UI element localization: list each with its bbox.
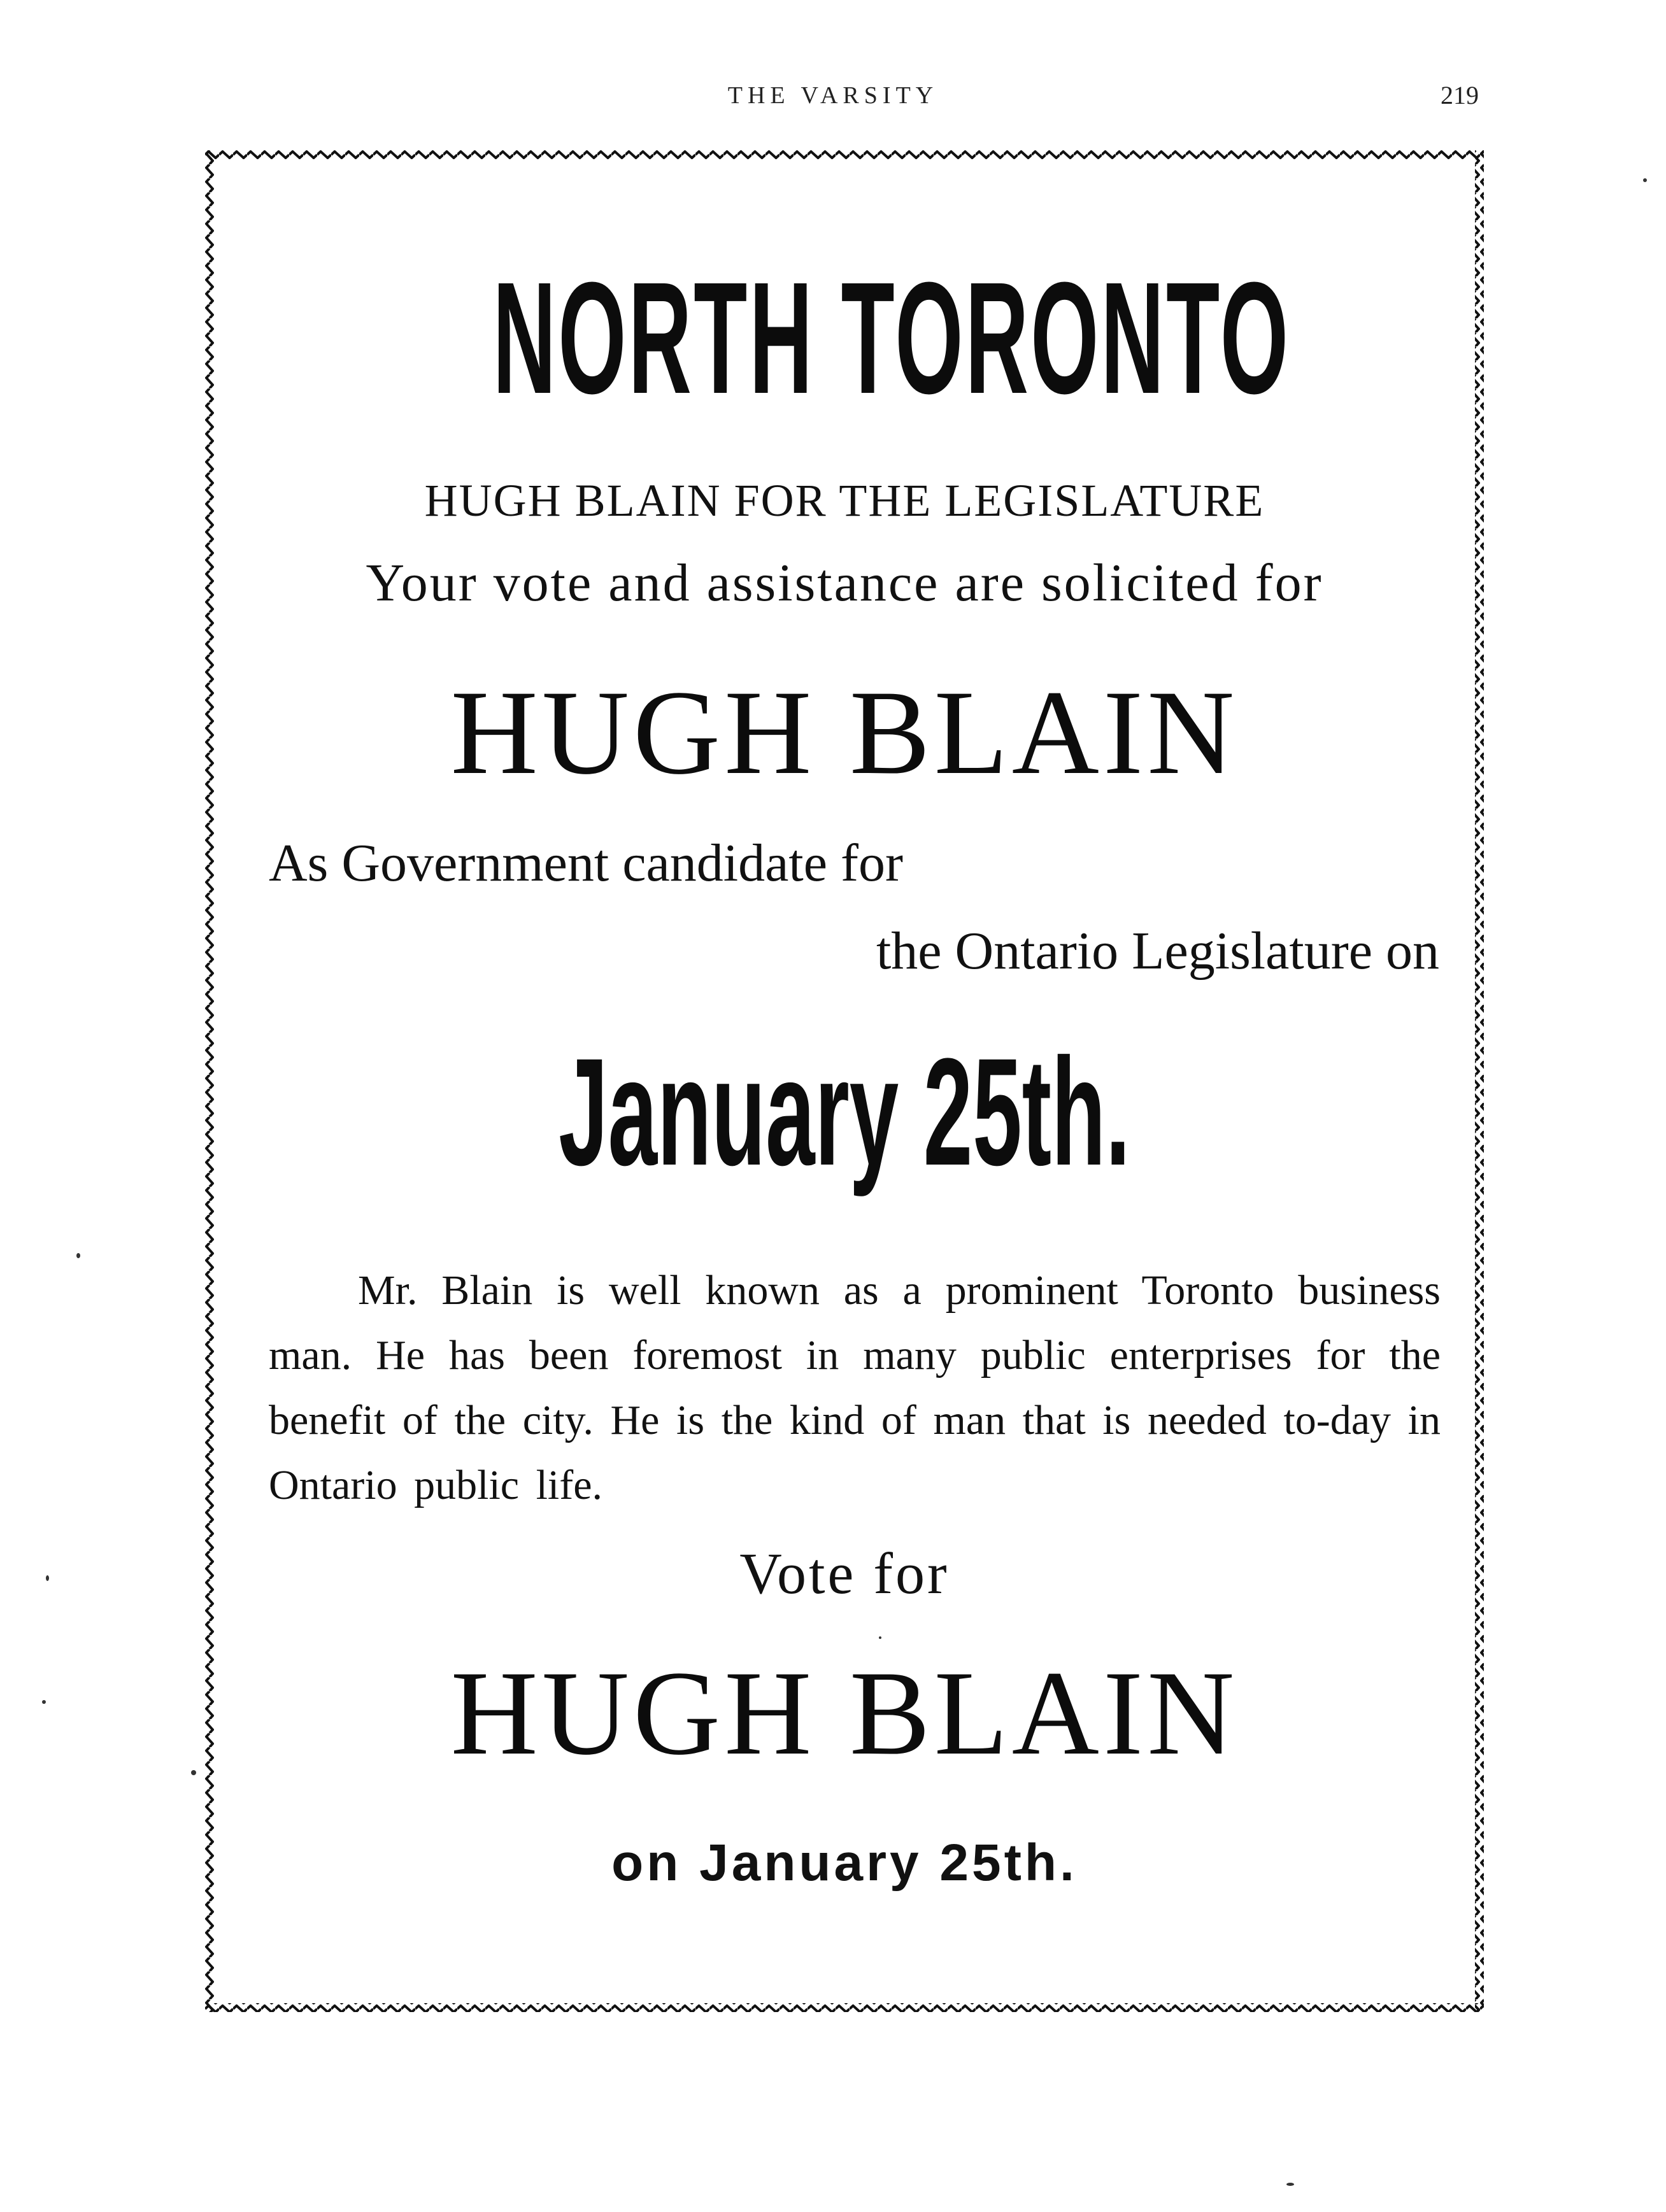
border-top [205,150,1484,159]
journal-title: THE VARSITY [727,82,939,109]
print-speck [1643,178,1647,182]
border-bottom [205,2003,1484,2012]
body-paragraph: Mr. Blain is well known as a prominent Toronto business man. He has been foremost in many public enterprises for the benefit of the city. He is the kind of man that is needed to-day in Ontario public life. [269,1267,1441,1508]
print-speck [76,1253,80,1258]
candidate-name-repeat: HUGH BLAIN [450,1647,1239,1780]
advertisement-frame [205,150,1484,2012]
ad-headline: NORTH TORONTO [492,249,1291,427]
print-speck [191,1770,196,1775]
solicitation-line: Your vote and assistance are solicited for [366,553,1323,613]
print-speck [46,1575,49,1581]
print-speck [42,1700,46,1704]
ad-subheadline: HUGH BLAIN FOR THE LEGISLATURE [424,475,1265,526]
print-speck [1286,2183,1294,2186]
position-line-1: As Government candidate for [269,833,903,893]
election-date: January 25th. [559,1026,1130,1197]
page-number: 219 [1441,81,1479,110]
closing-date: on January 25th. [611,1834,1078,1892]
running-head [0,82,1666,120]
print-speck [879,1636,881,1639]
vote-prompt: Vote for [739,1541,950,1606]
position-line-2: the Ontario Legislature on [876,921,1439,981]
candidate-name: HUGH BLAIN [450,666,1239,800]
